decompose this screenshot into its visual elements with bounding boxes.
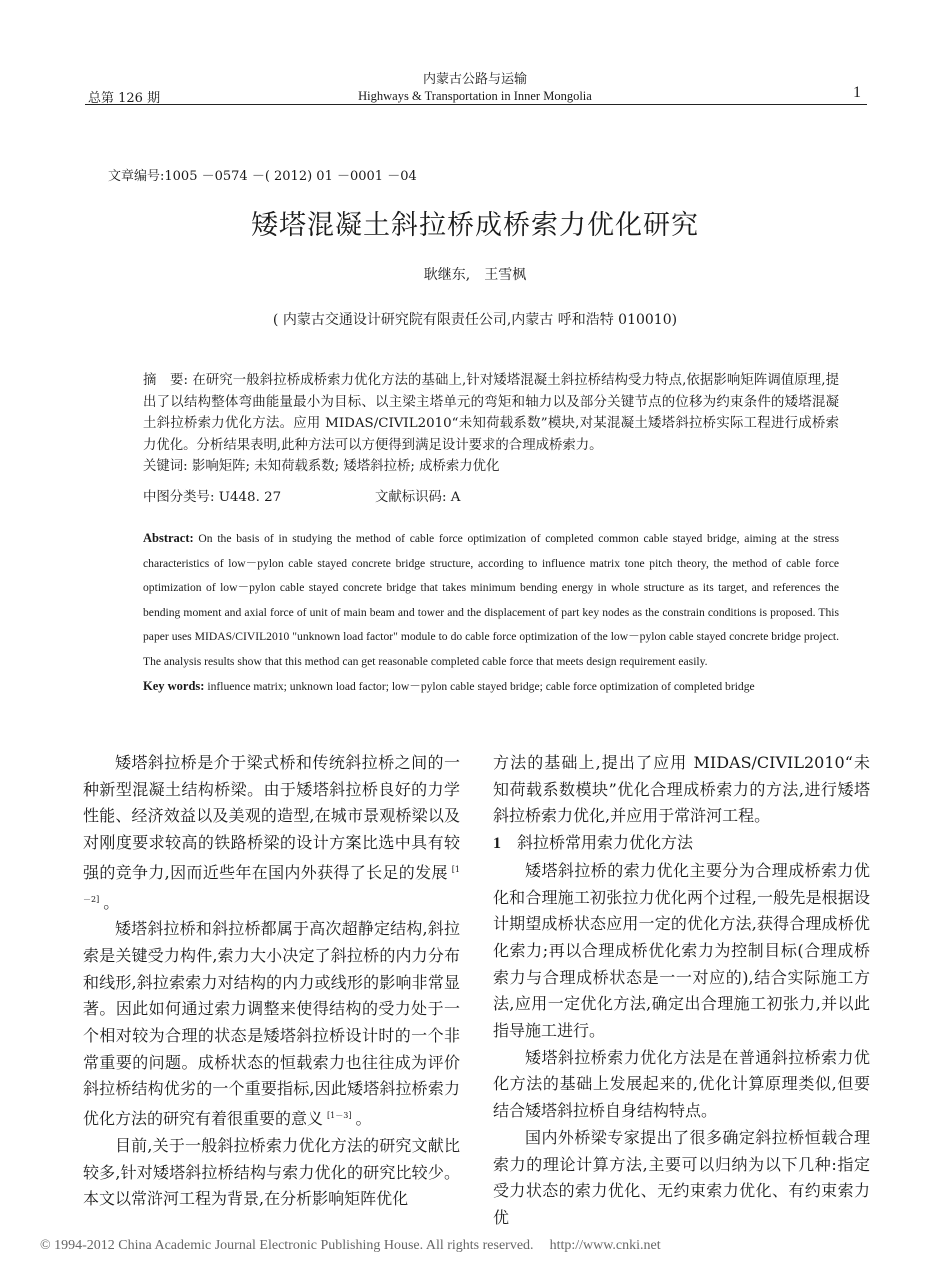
keywords-en-text: influence matrix; unknown load factor; low－pylon cable stayed bridge; cable force optimization of completed bridge: [207, 680, 755, 693]
abstract-cn-label: 摘 要:: [143, 373, 188, 388]
body-paragraph: 矮塔斜拉桥的索力优化主要分为合理成桥索力优化和合理施工初张拉力优化两个过程,一般先是根据设计期望成桥状态应用一定的优化方法,获得合理成桥优化索力;再以合理成桥优化索力为控制目标(合理成桥索力与合理成桥状态是一一对应的),结合实际施工方法,应用一定优化方法,确定出合理施工初张力,并以此指导施工进行。: [493, 860, 870, 1041]
body-left-column: [83, 750, 460, 1213]
body-paragraph: 矮塔斜拉桥是介于梁式桥和传统斜拉桥之间的一种新型混凝土结构桥梁。由于矮塔斜拉桥良好的力学性能、经济效益以及美观的造型,在城市景观桥梁以及对刚度要求较高的铁路桥梁的设计方案比选中具有较强的竞争力,因而近些年在国内外获得了长足的发展 [1－2] 。: [83, 753, 460, 912]
doc-code: [375, 486, 460, 505]
page-number: 1: [853, 84, 861, 101]
footer-url[interactable]: http://www.cnki.net: [549, 1238, 661, 1253]
abstract-en-label: Abstract:: [143, 531, 194, 545]
clc-value: U448. 27: [218, 490, 282, 505]
citation: [1－3]: [327, 1111, 352, 1121]
section-heading: [493, 830, 870, 858]
keywords-en-label: Key words:: [143, 679, 205, 693]
body-paragraph: 方法的基础上,提出了应用 MIDAS/CIVIL2010“未知荷载系数模块”优化合理成桥索力的方法,进行矮塔斜拉桥索力优化,并应用于常浒河工程。: [493, 753, 870, 826]
copyright-text: © 1994-2012 China Academic Journal Electronic Publishing House. All rights reserved.: [40, 1238, 534, 1253]
body-paragraph: 矮塔斜拉桥索力优化方法是在普通斜拉桥索力优化方法的基础上发展起来的,优化计算原理类似,但要结合矮塔斜拉桥自身结构特点。: [493, 1047, 870, 1121]
classification-line: [143, 486, 461, 505]
keywords-en: [113, 674, 839, 700]
body-right-column: [493, 750, 870, 1232]
paper-title: 矮塔混凝土斜拉桥成桥索力优化研究: [251, 210, 699, 241]
authors: 耿继东, 王雪枫: [423, 267, 527, 283]
abstract-en: [113, 526, 839, 700]
abstract-cn: [113, 370, 839, 478]
affiliation: ( 内蒙古交通设计研究院有限责任公司,内蒙古 呼和浩特 010010): [272, 312, 678, 328]
header-rule: [85, 104, 867, 105]
citation: [1－2]: [83, 864, 460, 904]
doc-code-value: A: [450, 490, 461, 505]
abstract-en-text: On the basis of in studying the method of cable force optimization of completed common cable stayed bridge, aiming at the stress characteristics of low－pylon cable stayed concrete bridge structure, according to influence matrix tone pitch theory, the method of cable force optimization of low－pylon cable stayed concrete bridge that takes minimum bending energy in whole structure as its target, and references the bending moment and axial force of unit of main beam and tower and the displacement of part key nodes as the constrain conditions is proposed. This paper uses MIDAS/CIVIL2010 "unknown load factor" module to do cable force optimization of the low－pylon cable stayed concrete bridge project. The analysis results show that this method can get reasonable completed cable force that meets design requirement easily.: [143, 532, 839, 668]
body-paragraph: 目前,关于一般斜拉桥索力优化方法的研究文献比较多,针对矮塔斜拉桥结构与索力优化的研究比较少。本文以常浒河工程为背景,在分析影响矩阵优化: [83, 1135, 460, 1209]
keywords-cn-label: 关键词:: [143, 459, 188, 474]
journal-name-en: Highways & Transportation in Inner Mongolia: [358, 89, 592, 103]
copyright-footer: [40, 1238, 661, 1254]
abstract-cn-text: 在研究一般斜拉桥成桥索力优化方法的基础上,针对矮塔混凝土斜拉桥结构受力特点,依据影响矩阵调值原理,提出了以结构整体弯曲能量最小为目标、以主梁主塔单元的弯矩和轴力以及部分关键节点的位移为约束条件的矮塔混凝土斜拉桥索力优化方法。应用 MIDAS/CIVIL2010“未知荷载系数”模块,对某混凝土矮塔斜拉桥实际工程进行成桥索力优化。分析结果表明,此种方法可以方便得到满足设计要求的合理成桥索力。: [143, 373, 839, 453]
issue-number: 总第 126 期: [88, 91, 161, 106]
body-paragraph: 国内外桥梁专家提出了很多确定斜拉桥恒载合理索力的理论计算方法,主要可以归纳为以下几种:指定受力状态的索力优化、无约束索力优化、有约束索力优: [493, 1127, 870, 1227]
article-number: 文章编号:1005 －0574 －( 2012) 01 －0001 －04: [108, 169, 417, 184]
abstract-cn-paragraph: [113, 370, 839, 456]
abstract-en-paragraph: [113, 526, 839, 674]
journal-name-cn: 内蒙古公路与运输: [422, 72, 527, 87]
keywords-cn-text: 影响矩阵; 未知荷载系数; 矮塔斜拉桥; 成桥索力优化: [191, 459, 500, 474]
section-title: 斜拉桥常用索力优化方法: [517, 833, 694, 853]
doc-code-label: 文献标识码:: [375, 490, 447, 505]
clc-label: 中图分类号:: [143, 490, 215, 505]
journal-name: [0, 72, 950, 104]
keywords-cn: [113, 456, 839, 478]
section-number: 1: [493, 835, 501, 853]
body-paragraph: 矮塔斜拉桥和斜拉桥都属于高次超静定结构,斜拉索是关键受力构件,索力大小决定了斜拉桥的内力分布和线形,斜拉索索力对结构的内力或线形的影响非常显著。因此如何通过索力调整来使得结构的受力处于一个相对较为合理的状态是矮塔斜拉桥设计时的一个非常重要的问题。成桥状态的恒载索力也往往成为评价斜拉桥结构优劣的一个重要指标,因此矮塔斜拉桥索力优化方法的研究有着很重要的意义 [1－3] 。: [83, 919, 460, 1129]
